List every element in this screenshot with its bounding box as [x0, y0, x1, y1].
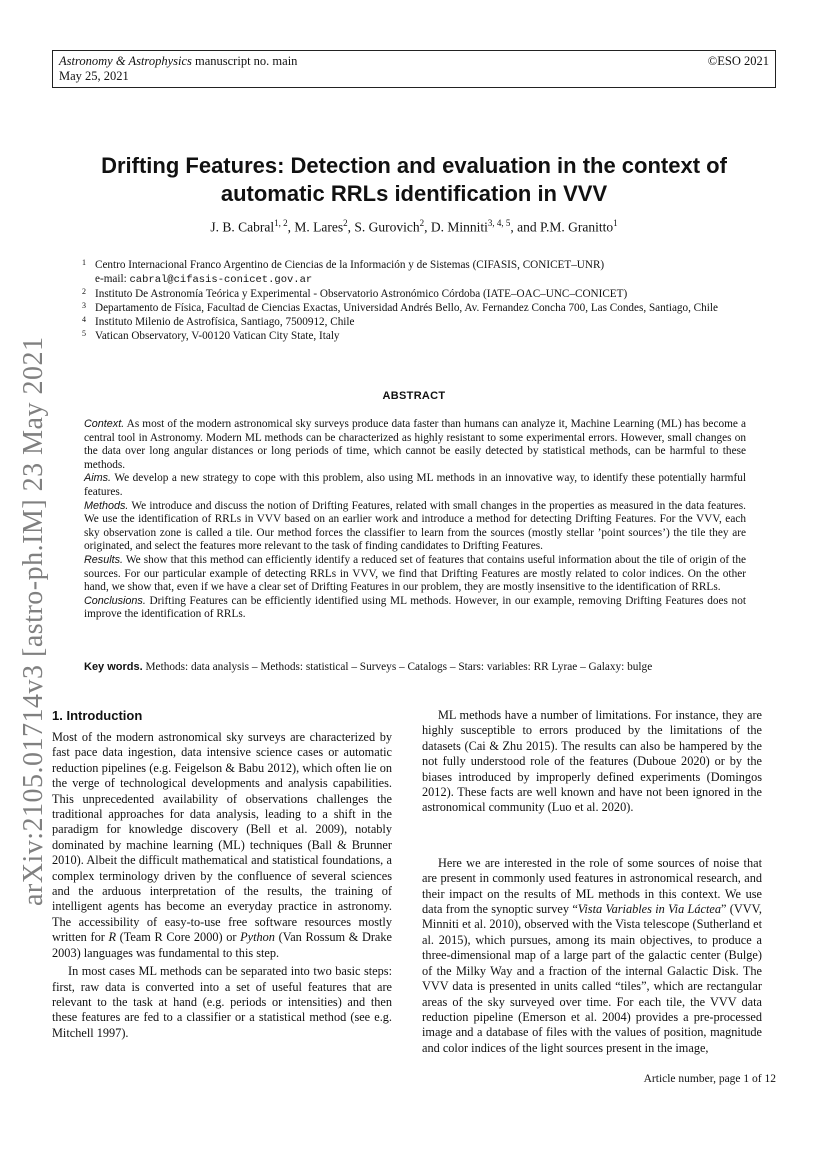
- methods-label: Methods.: [84, 499, 129, 512]
- abstract-methods: [84, 500, 746, 554]
- paragraph-text: Here we are interested in the role of some sources of noise that are present in commonly used features in astronomical research, and their impact on the results of ML methods in this context. We use data from the synoptic survey “: [422, 855, 762, 917]
- abstract-context: [84, 418, 746, 472]
- affiliation-item: [82, 258, 750, 287]
- affiliation-text: Instituto De Astronomía Teórica y Experimental - Observatorio Astronómico Córdoba (IATE–OAC–UNC–CONICET): [95, 288, 628, 300]
- affiliation-text: Vatican Observatory, V-00120 Vatican City State, Italy: [95, 330, 340, 342]
- affiliation-number: 5: [82, 329, 86, 338]
- keywords-text: Methods: data analysis – Methods: statistical – Surveys – Catalogs – Stars: variables: RR Lyrae – Galaxy: bulge: [142, 661, 653, 673]
- section-heading-introduction: 1. Introduction: [52, 708, 143, 723]
- page-footer: Article number, page 1 of 12: [643, 1073, 776, 1085]
- paragraph-text: Most of the modern astronomical sky surveys are characterized by fast pace data ingestion, data intensive science cases or automatic reduction pipelines (e.g. Feigelson & Babu 2012), which often lie on the verge of technological developments and analysis capabilities. This unprecedented availability of observations challenges the traditional approaches for data analysis, leading to a shift in the paradigm for knowledge discovery (Bell et al. 2009), notably dominated by machine learning (ML) techniques (Ball & Brunner 2010). Albeit the difficult mathematical and statistical foundations, a complex terminology driven by the confluence of several sciences and the arduous interpretation of the results, the training of intelligent agents has become an everyday practice in astronomy. The accessibility of easy-to-use free software resources mostly written for: [52, 730, 392, 945]
- intro-paragraph-1: [52, 730, 392, 961]
- author-affil-sup: 1: [613, 218, 618, 228]
- paragraph-gap: [422, 816, 762, 856]
- paragraph-italic: Vista Variables in Via Láctea: [577, 902, 721, 917]
- left-column: [52, 708, 392, 1041]
- conclusions-text: Drifting Features can be efficiently identified using ML methods. However, in our example, removing Drifting Features does not improve the identification of RRLs.: [84, 594, 746, 621]
- author-affil-sup: 2: [343, 218, 348, 228]
- journal-line: [59, 54, 769, 69]
- affiliation-number: 3: [82, 301, 86, 310]
- copyright-notice: ©ESO 2021: [707, 54, 769, 68]
- title-line-1: Drifting Features: Detection and evaluation in the context of: [101, 153, 727, 178]
- affiliation-item: [82, 329, 750, 343]
- aims-label: Aims.: [84, 472, 111, 485]
- affiliation-number: 2: [82, 287, 86, 296]
- manuscript-label: manuscript no. main: [191, 54, 298, 68]
- affiliation-text: Departamento de Física, Facultad de Ciencias Exactas, Universidad Andrés Bello, Av. Fernandez Concha 700, Las Condes, Santiago, Chile: [95, 302, 718, 314]
- author-separator: , and: [510, 219, 540, 235]
- conclusions-label: Conclusions.: [84, 594, 146, 607]
- affiliation-item: [82, 287, 750, 301]
- affiliation-item: [82, 301, 750, 315]
- intro-paragraph-3: ML methods have a number of limitations. For instance, they are highly susceptible to errors produced by the limitations of the datasets (Cai & Zhu 2015). The results can also be hampered by the not fully understood role of the features (Duboue 2020) or by the biases introduced by improperly defined experiments (Domingos 2012). These facts are well known and have not been ignored in the astronomical community (Luo et al. 2020).: [422, 708, 762, 815]
- abstract-body: [84, 418, 746, 622]
- author: M. Lares: [294, 219, 344, 235]
- results-label: Results.: [84, 553, 124, 566]
- arxiv-stamp: arXiv:2105.01714v3 [astro-ph.IM] 23 May 2021: [18, 336, 49, 906]
- methods-text: We introduce and discuss the notion of Drifting Features, related with small changes in the properties as measured in the data features. We use the identification of RRLs in VVV based on an earlier work and introduce a method for detecting Drifting Features. For the VVV, each sky observation zone is called a tile. Our method forces the classifier to learn from the sources (mostly stellar ’point sources’) the tile they are originated, and select the features more relevant to the task of finding candidates to Drifting Features.: [84, 499, 746, 553]
- affiliation-number: 1: [82, 258, 86, 267]
- author: S. Gurovich: [354, 219, 420, 235]
- affiliation-text: Instituto Milenio de Astrofísica, Santiago, 7500912, Chile: [95, 316, 355, 328]
- title-line-2: automatic RRLs identification in VVV: [220, 181, 608, 206]
- email-link[interactable]: cabral@cifasis-conicet.gov.ar: [129, 274, 313, 286]
- author-separator: ,: [347, 219, 355, 235]
- journal-header: [52, 50, 776, 88]
- paragraph-italic: R: [108, 930, 116, 945]
- email-label: e-mail:: [95, 273, 130, 285]
- journal-name: Astronomy & Astrophysics: [59, 54, 192, 68]
- abstract-results: [84, 554, 746, 595]
- aims-text: We develop a new strategy to cope with this problem, also using ML methods in an innovative way, to identify these potentially harmful features.: [84, 472, 746, 498]
- intro-paragraph-4: [422, 856, 762, 1056]
- right-column: [422, 708, 762, 1056]
- author-affil-sup: 3, 4, 5: [487, 218, 511, 228]
- context-text: As most of the modern astronomical sky surveys produce data faster than humans can analyze it, Machine Learning (ML) has become a central tool in Astronomy. Modern ML methods can be characterized as highly resistant to some experimental errors. However, small changes on the data over long angular distances or long periods of time, which cannot be easily detected by statistical methods, can be harmful to these methods.: [84, 418, 746, 471]
- author: P.M. Granitto: [539, 219, 614, 235]
- author: J. B. Cabral: [210, 219, 275, 235]
- author-affil-sup: 1, 2: [274, 218, 288, 228]
- results-text: We show that this method can efficiently identify a reduced set of features that contains useful information about the tile of origin of the sources. For our particular example of detecting RRLs in VVV, we find that Drifting Features are mostly related to color indices. On the other hand, we show that, even if we have a clear set of Drifting Features in our problem, they are mostly insensitive to the identification of RRLs.: [84, 553, 746, 594]
- author-separator: ,: [287, 219, 295, 235]
- paragraph-text: ” (VVV, Minniti et al. 2010), observed with the Vista telescope (Sutherland et al. 2015), which pursues, among its main objectives, to produce a three-dimensional map of a large part of the galactic center (Bulge) of the Milky Way and a fraction of the internal Galactic Disk. The VVV data is presented in units called “tiles”, which are rectangular areas of the sky surveyed over time. For each tile, the VVV data reduction pipeline (Emerson et al. 2004) provides a pre-processed image and a database of files with the values of position, magnitude and color indices of the light sources present in the image,: [422, 902, 762, 1055]
- author-separator: ,: [424, 219, 431, 235]
- author-affil-sup: 2: [419, 218, 425, 228]
- affiliation-number: 4: [82, 315, 86, 324]
- paragraph-text: (Team R Core 2000) or: [115, 930, 241, 945]
- abstract-conclusions: [84, 595, 746, 622]
- affiliation-item: [82, 315, 750, 329]
- paragraph-text: (Van Rossum & Drake 2003) languages was fundamental to this step.: [52, 930, 392, 960]
- author-list: [52, 218, 776, 236]
- affiliation-text: Centro Internacional Franco Argentino de Ciencias de la Información y de Sistemas (CIFASIS, CONICET–UNR): [95, 259, 605, 271]
- affiliations: [82, 258, 750, 343]
- abstract-heading: ABSTRACT: [382, 390, 446, 402]
- abstract-aims: [84, 472, 746, 499]
- paragraph-italic: Python: [240, 930, 275, 945]
- header-date: May 25, 2021: [59, 69, 129, 83]
- keywords: [84, 660, 746, 674]
- intro-paragraph-2: In most cases ML methods can be separated into two basic steps: first, raw data is converted into a set of useful features that are relevant to the task at hand (e.g. periods or intensities) and then these features are fed to a classifier or a statistical method (see e.g. Mitchell 1997).: [52, 964, 392, 1040]
- author: D. Minniti: [430, 219, 488, 235]
- paper-title: [52, 152, 776, 208]
- keywords-label: Key words.: [84, 661, 143, 673]
- context-label: Context.: [84, 418, 125, 430]
